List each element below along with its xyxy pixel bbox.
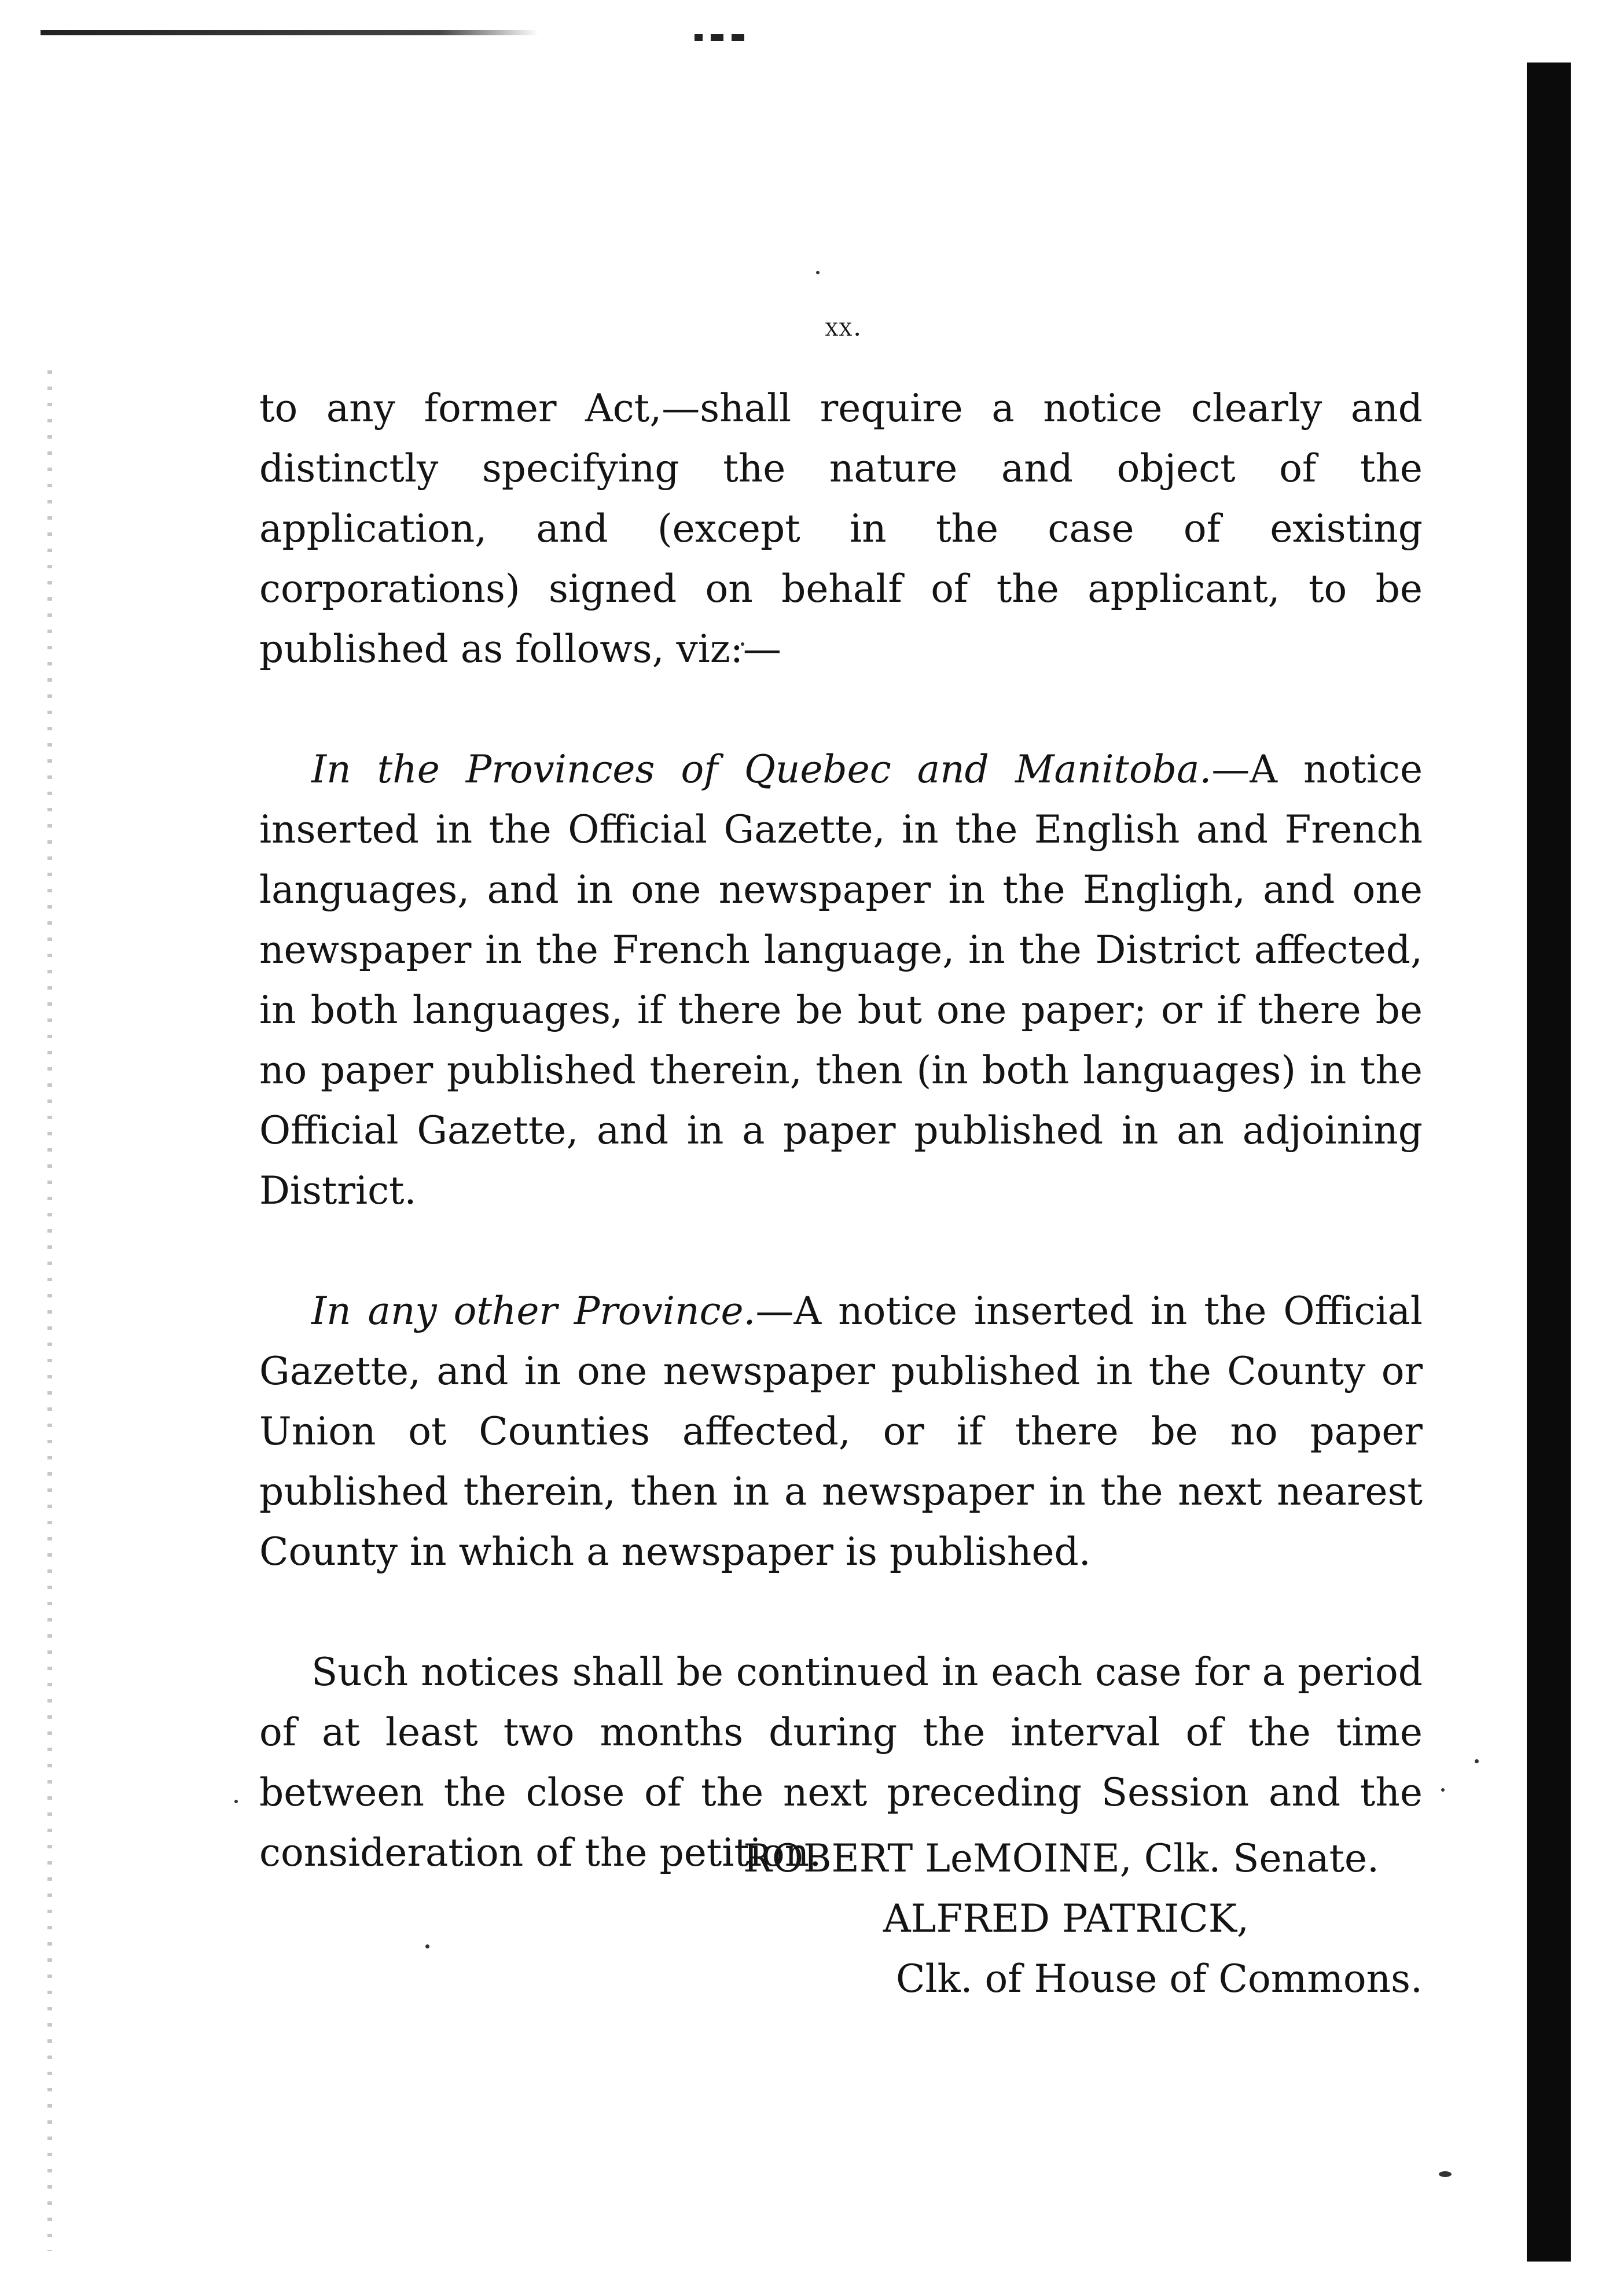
signature-commons-clerk-name: ALFRED PATRICK, <box>883 1896 1249 1941</box>
paragraph-lead-heading: In the Provinces of Quebec and Manitoba. <box>311 747 1212 792</box>
scan-artifact-top-line <box>41 30 538 35</box>
paragraph-text: Such notices shall be continued in each case for a period of at least two months during the interval of the time between the close of the next preceding Session and the consideration of the petition. <box>259 1650 1423 1875</box>
page-number <box>0 312 1624 342</box>
signature-senate-clerk: ROBERT LeMOINE, Clk. Senate. <box>743 1836 1379 1881</box>
paragraph-other-province <box>259 1281 1423 1582</box>
speck <box>816 271 820 274</box>
signature-block <box>259 1829 1423 2009</box>
scan-artifact-dashes <box>695 32 764 39</box>
paragraph-continuation <box>259 378 1423 679</box>
left-margin-artifact <box>47 370 52 2251</box>
speck <box>1439 2171 1452 2177</box>
paragraph-text: to any former Act,—shall require a notice clearly and distinctly specifying the nature and object of the application, and (except in the case of existing corporations) signed on behalf of the applicant, to be published as follows, viz:— <box>259 386 1423 671</box>
binding-edge-shadow <box>1527 62 1571 2262</box>
signature-commons-clerk-title: Clk. of House of Commons. <box>895 1957 1423 2001</box>
paragraph-text: —A notice inserted in the Official Gazette, in the English and French languages, and in one newspaper in the Engligh, and one newspaper in the French language, in the District affected, in both languages, if there be but one paper; or if there be no paper published therein, then (in both languages) in the Official Gazette, and in a paper published in an adjoining District. <box>259 747 1423 1213</box>
paragraph-quebec-manitoba <box>259 740 1423 1221</box>
paragraph-lead-heading: In any other Province. <box>311 1289 756 1333</box>
speck <box>234 1800 238 1803</box>
paragraph-text: —A notice inserted in the Official Gazette, and in one newspaper published in the County or Union ot Counties affected, or if there be no paper published therein, then in a newspaper in the next nearest County in which a newspaper is published. <box>259 1289 1423 1574</box>
document-body <box>259 378 1423 1883</box>
page-number-text: xx. <box>825 312 863 342</box>
speck <box>1441 1788 1445 1792</box>
speck <box>1475 1759 1479 1763</box>
